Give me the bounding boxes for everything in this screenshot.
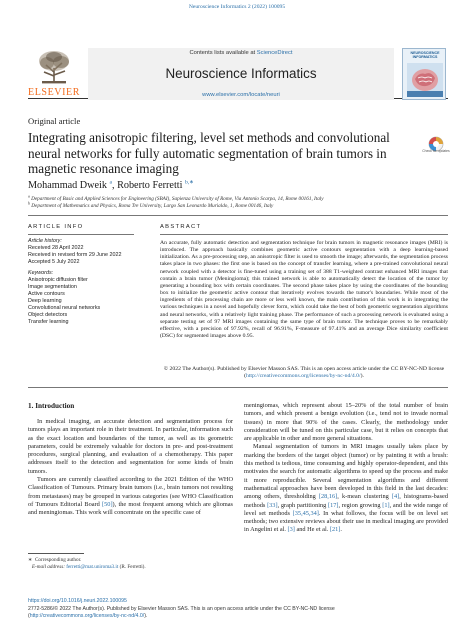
citation-link[interactable]: [28,16] — [318, 493, 338, 501]
author-affil-mark[interactable]: b,∗ — [184, 179, 194, 186]
paragraph-text: Tumors are currently classified according to the 2021 Edition of the WHO Classification of Tumours. Primary brain tumors (i.e., brain tumors not resulting from metastases) may be grouped in various categories (see WHO Classification of Tumours Editorial Board — [28, 476, 233, 508]
license-link[interactable]: http://creativecommons.org/licenses/by-nc-nd/4.0/ — [246, 373, 361, 380]
article-info — [28, 238, 138, 326]
footnote-mark: ∗ — [28, 557, 33, 563]
keyword-item: Anisotropic diffusion filter — [28, 277, 88, 283]
running-head[interactable]: Neuroscience Informatics 2 (2022) 100095 — [188, 4, 286, 10]
body-paragraph: meningiomas, which represent about 15–20% of the total number of brain tumors, and which present a benign evolution (i.e., tend not to invade normal tissues) in more that 90% of the cases. Clearly, the methodology under consideration will be tuned on this particular case, but it relies on concepts that are applicable in other and more general situations. — [244, 402, 448, 443]
publisher-name: ELSEVIER — [28, 87, 81, 98]
abstract-copyright — [160, 366, 448, 380]
affiliation-mark: a — [28, 193, 30, 199]
divider — [160, 234, 448, 235]
copyright-prefix: © 2022 The Author(s). Published by Elsevier Masson SAS. This is an open access article under the CC BY-NC-ND license ( — [163, 366, 445, 380]
paragraph-text: , and the wide range of level set methods — [244, 501, 449, 517]
paragraph-text: . In what follows, the focus will be on level set methods; two extensive reviews about their use in medical imaging are provided in Angelini et al. — [244, 509, 448, 534]
keyword-item: Transfer learning — [28, 319, 69, 325]
author-name[interactable]: Roberto Ferretti — [117, 180, 183, 191]
email-suffix: (R. Ferretti). — [118, 563, 146, 570]
journal-title: Neuroscience Informatics — [165, 66, 317, 81]
history-item: Received 28 April 2022 — [28, 245, 84, 251]
divider — [28, 387, 448, 388]
license-link[interactable]: http://creativecommons.org/licenses/by-nc-nd/4.0/ — [29, 612, 145, 619]
paragraph-text: . — [340, 526, 342, 534]
sciencedirect-link[interactable]: ScienceDirect — [256, 50, 293, 56]
citation-link[interactable]: [4] — [391, 493, 400, 501]
contents-line — [88, 50, 394, 56]
citation-link[interactable]: [50] — [102, 500, 113, 508]
citation-link[interactable]: [33] — [267, 501, 278, 509]
journal-homepage-line — [88, 92, 394, 98]
affiliation-item — [28, 200, 448, 210]
license-bracket: ). — [144, 612, 148, 619]
crossmark-icon[interactable] — [425, 136, 447, 160]
author-name[interactable]: Mohammad Dweik — [28, 180, 107, 191]
license-text: 2772-5286/© 2022 The Author(s). Published by Elsevier Masson SAS. This is an open access article under the CC BY-NC-ND license — [28, 606, 335, 612]
email-link[interactable]: ferretti@mat.uniroma3.it — [66, 563, 119, 570]
history-item: Received in revised form 29 June 2022 — [28, 252, 122, 258]
paragraph-text: , graph partitioning — [277, 501, 328, 509]
author-list: Mohammad Dweik $^a$, Roberto Ferretti $^{b,∗}$ — [28, 179, 194, 191]
footnote-line — [28, 557, 233, 564]
paragraph-text: and He et al. — [294, 526, 330, 534]
body-column-left — [28, 418, 233, 518]
journal-homepage-link[interactable]: www.elsevier.com/locate/neuri — [202, 92, 280, 98]
paragraph-text: , region growing — [338, 501, 383, 509]
crossmark-label: Check for updates — [422, 149, 450, 153]
body-column-right — [244, 402, 448, 535]
paragraph-text: , k-mean clustering — [337, 493, 392, 501]
citation-link[interactable]: [21] — [329, 526, 341, 534]
corresponding-author-footnote — [28, 557, 233, 571]
email-label: E-mail address: — [31, 563, 67, 570]
paragraph-text: ), the most frequent among which are gliomas and meningiomas. This work will concentrate on the specific case of — [28, 500, 233, 517]
publisher-logo[interactable] — [28, 50, 80, 98]
elsevier-tree-icon — [34, 50, 74, 84]
journal-cover[interactable] — [402, 48, 446, 100]
keyword-item: Object detectors — [28, 312, 68, 318]
contents-prefix: Contents lists available at — [189, 50, 257, 56]
affiliation-mark: b — [28, 200, 30, 206]
divider — [28, 215, 448, 216]
affiliation-text: Department of Mathematics and Physics, Roma Tre University, Largo San Leonardo Murialdo, 1, Rome 00146, Italy — [31, 203, 274, 210]
history-item: Accepted 5 July 2022 — [28, 259, 80, 265]
cover-title: NEUROSCIENCE INFORMATICS — [410, 51, 440, 60]
keyword-item: Deep learning — [28, 298, 62, 304]
footnote-divider — [28, 553, 84, 554]
brain-cover-icon — [407, 63, 443, 97]
section-heading: 1. Introduction — [28, 402, 75, 410]
citation-link[interactable]: [17] — [328, 501, 339, 509]
license-bracket: ( — [28, 612, 30, 619]
paragraph-text: Manual segmentation of tumors in MRI images usually takes place by marking the borders of the target object (tumor) or by painting it with a brush: this method is tedious, time consuming and highly operator-dependent, and this motivates the search for automatic algorithms to speed up the process and make it more reproducible. Several segmentation algorithms and different mathematical approaches have been developed in this field in the last decades: among others, thresholding — [244, 443, 448, 501]
footnote-line — [28, 564, 233, 571]
paragraph-text: , histograms-based methods — [244, 493, 449, 509]
citation-link[interactable]: [35,45,34] — [292, 509, 319, 517]
footnote-text: Corresponding author. — [34, 557, 82, 563]
keyword-item: Convolutional neural networks — [28, 305, 101, 311]
copyright-suffix: ). — [360, 373, 364, 380]
body-paragraph: In medical imaging, an accurate detection and segmentation process for tumors plays an important role in their treatment. In particular, information such as the exact location and boundaries of the tumor, as well as its geometric parameters, could be extremely valuable for doctors in pre- and post-treatment procedures, surgical planning, and evaluation of a chemotherapy. This paper addresses itself to the detection and segmentation for some kinds of brain tumors. — [28, 418, 233, 475]
affiliation-text: Department of Basic and Applied Sciences for Engineering (SBAI), Sapienza University of Rome, Via Antonio Scarpa, 14, Rome 00161, Italy — [31, 196, 324, 202]
author-affil-mark[interactable]: a — [109, 179, 112, 186]
article-type: Original article — [28, 116, 81, 126]
keyword-item: Active contours — [28, 291, 65, 297]
body-paragraph — [28, 476, 233, 517]
license-line — [28, 606, 448, 620]
abstract-text: An accurate, fully automatic detection and segmentation technique for brain tumors in magnetic resonance images (MRI) is introduced. The approach basically combines geometric active contours segmentation with a deep learning-based initialization. As a pre-processing step, an anisotropic filter is used to smooth the image; afterwards, the segmentation process takes place in two phases: the first one is based on the concept of transfer learning, where a pre-trained convolutional neural network coupled with a detector is fine-tuned using a training set of 388 T1-weighted contrast enhanced MRI images that contain a brain tumor (Meningioma); this trained network is able to automatically detect the location of the tumor by generating a bounding box with certain coordinates. The second phase takes place by using the coordinates of the bounding box to initialize the geometric active contour that iteratively evolves towards the tumor's boundaries. While most of the ingredients of this processing chain are more or less well known, the main contribution of this work is in integrating the various techniques in a novel and hopefully clever form, which could take the best of both geometric segmentation algorithms and neural networks, with a relatively light training phase. The performance of such a processing network is evaluated using a separate testing set of 97 MRI images containing the same type of brain tumor. The technique proves to be remarkably effective, with a precision of 97.92%, recall of 96.91%, F-measure of 97.41% and an average Dice similarity coefficient (DSC) for segmented images above 0.95. — [160, 240, 448, 340]
doi-link[interactable]: https://doi.org/10.1016/j.neuri.2022.100095 — [28, 598, 127, 604]
divider — [28, 234, 134, 235]
citation-link[interactable]: [1] — [382, 501, 390, 509]
paper-title: Integrating anisotropic filtering, level set methods and convolutional neural networks for fully automatic segmentation of brain tumors in magnetic resonance imaging — [28, 130, 390, 177]
citation-link[interactable]: [3] — [287, 526, 295, 534]
body-paragraph — [244, 443, 448, 534]
article-info-label: ARTICLE INFO — [28, 224, 84, 230]
affiliations — [28, 193, 448, 210]
keyword-item: Image segmentation — [28, 284, 77, 290]
abstract-label: ABSTRACT — [160, 224, 202, 230]
history-heading: Article history: — [28, 238, 62, 244]
keywords-heading: Keywords: — [28, 270, 54, 276]
